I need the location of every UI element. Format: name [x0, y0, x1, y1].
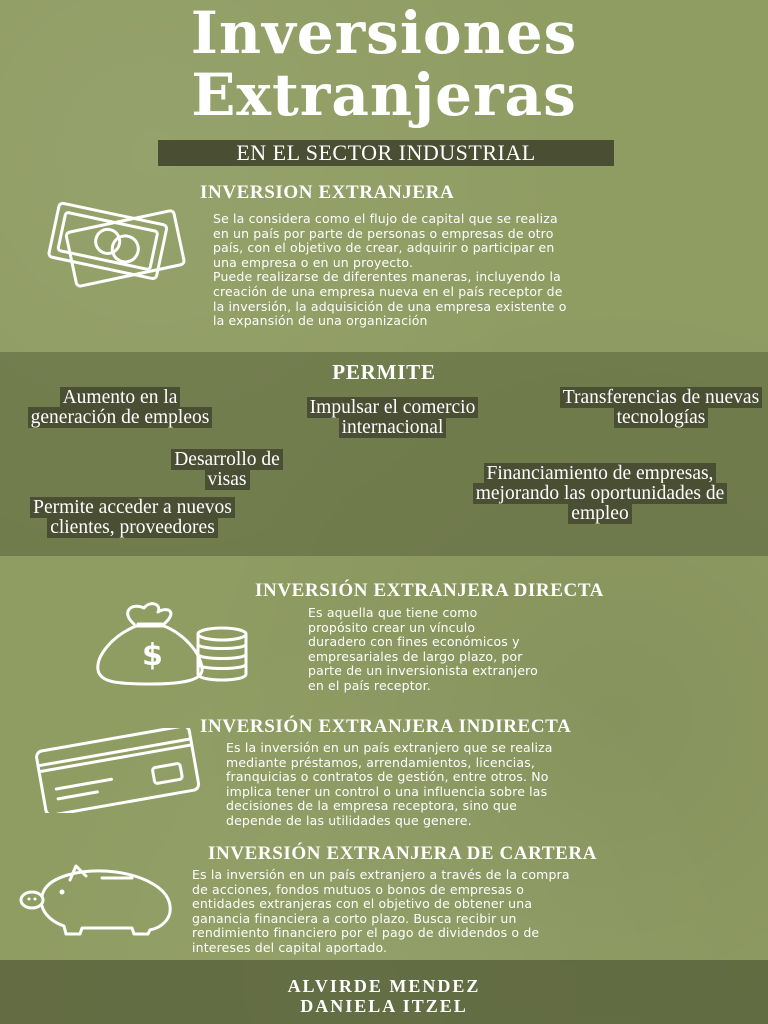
section-directa-text — [308, 606, 728, 694]
money-bills-icon — [40, 200, 200, 295]
permite-item — [452, 464, 748, 524]
section-cartera-line: rendimiento financiero por el pago de dividendos o de — [192, 925, 540, 941]
permite-item — [152, 450, 302, 490]
section-indirecta-line: franquicias o contratos de gestión, entre otros. No — [226, 769, 549, 785]
section-directa-line: Es aquella que tiene como — [308, 605, 478, 620]
subtitle: EN EL SECTOR INDUSTRIAL — [158, 140, 614, 166]
title-line-1: Inversiones — [190, 0, 578, 67]
section-indirecta-text — [226, 741, 756, 829]
section-ie-line: creación de una empresa nueva en el país receptor de — [213, 283, 563, 299]
permite-item-text: Transferencias de nuevas tecnologías — [560, 387, 762, 428]
section-cartera-heading: INVERSIÓN EXTRANJERA DE CARTERA — [208, 843, 598, 864]
author-line-1: ALVIRDE MENDEZ — [287, 976, 481, 996]
permite-title: PERMITE — [332, 360, 436, 384]
permite-item-text: Financiamiento de empresas, mejorando las oportunidades de empleo — [473, 463, 728, 524]
section-indirecta-line: implica tener un control o una influencia sobre las — [226, 783, 548, 799]
section-ie-heading: INVERSION EXTRANJERA — [200, 182, 455, 203]
permite-item — [300, 398, 485, 438]
permite-item — [20, 388, 220, 428]
permite-item-text: Impulsar el comercio internacional — [307, 397, 479, 438]
section-directa-line: en el país receptor. — [308, 677, 431, 693]
section-indirecta-line: Es la inversión en un país extranjero que se realiza — [226, 740, 553, 755]
section-directa-line: propósito crear un vínculo — [308, 619, 476, 635]
section-ie-text — [213, 212, 753, 329]
section-cartera-line: intereses del capital aportado. — [192, 939, 388, 955]
permite-item-text: Desarrollo de visas — [171, 449, 283, 490]
permite-item-text: Permite acceder a nuevos clientes, proveedores — [30, 497, 235, 538]
section-ie-line: en un país por parte de personas o empresas de otro — [213, 225, 554, 241]
section-cartera-text — [192, 868, 762, 956]
permite-item — [556, 388, 766, 428]
permite-item — [10, 498, 255, 538]
section-directa-heading: INVERSIÓN EXTRANJERA DIRECTA — [255, 580, 605, 601]
section-directa-line: empresariales de largo plazo, por — [308, 648, 523, 664]
section-directa-line: duradero con fines económicos y — [308, 634, 520, 650]
section-cartera-line: entidades extranjeras con el objetivo de obtener una — [192, 896, 533, 912]
section-ie-line: la expansión de una organización — [213, 313, 428, 329]
permite-item-text: Aumento en la generación de empleos — [28, 387, 213, 428]
section-indirecta-line: decisiones de la empresa receptora, sino que — [226, 798, 517, 814]
section-ie-line: país, con el objetivo de crear, adquirir o participar en — [213, 240, 555, 256]
section-indirecta-heading: INVERSIÓN EXTRANJERA INDIRECTA — [200, 716, 572, 737]
section-indirecta-line: depende de las utilidades que genere. — [226, 812, 472, 828]
piggy-bank-icon — [12, 862, 182, 937]
title-line-2: Extranjeras — [191, 61, 577, 129]
section-directa-line: parte de un inversionista extranjero — [308, 663, 538, 679]
section-cartera-line: de acciones, fondos mutuos o bonos de empresas o — [192, 881, 525, 897]
section-ie-line: una empresa o en un proyecto. — [213, 254, 414, 270]
author-line-2: DANIELA ITZEL — [300, 996, 468, 1016]
money-bag-icon — [92, 598, 257, 688]
section-cartera-line: Es la inversión en un país extranjero a través de la compra — [192, 867, 570, 882]
svg-text:$: $ — [142, 638, 163, 673]
section-cartera-line: ganancia financiera a corto plazo. Busca recibir un — [192, 910, 517, 926]
section-ie-line: la inversión, la adquisición de una empresa existente o — [213, 298, 567, 314]
credit-card-icon — [30, 728, 205, 813]
section-indirecta-line: mediante préstamos, arrendamientos, licencias, — [226, 754, 536, 770]
section-ie-line: Puede realizarse de diferentes maneras, incluyendo la — [213, 269, 561, 285]
section-ie-line: Se la considera como el flujo de capital que se realiza — [213, 211, 558, 226]
